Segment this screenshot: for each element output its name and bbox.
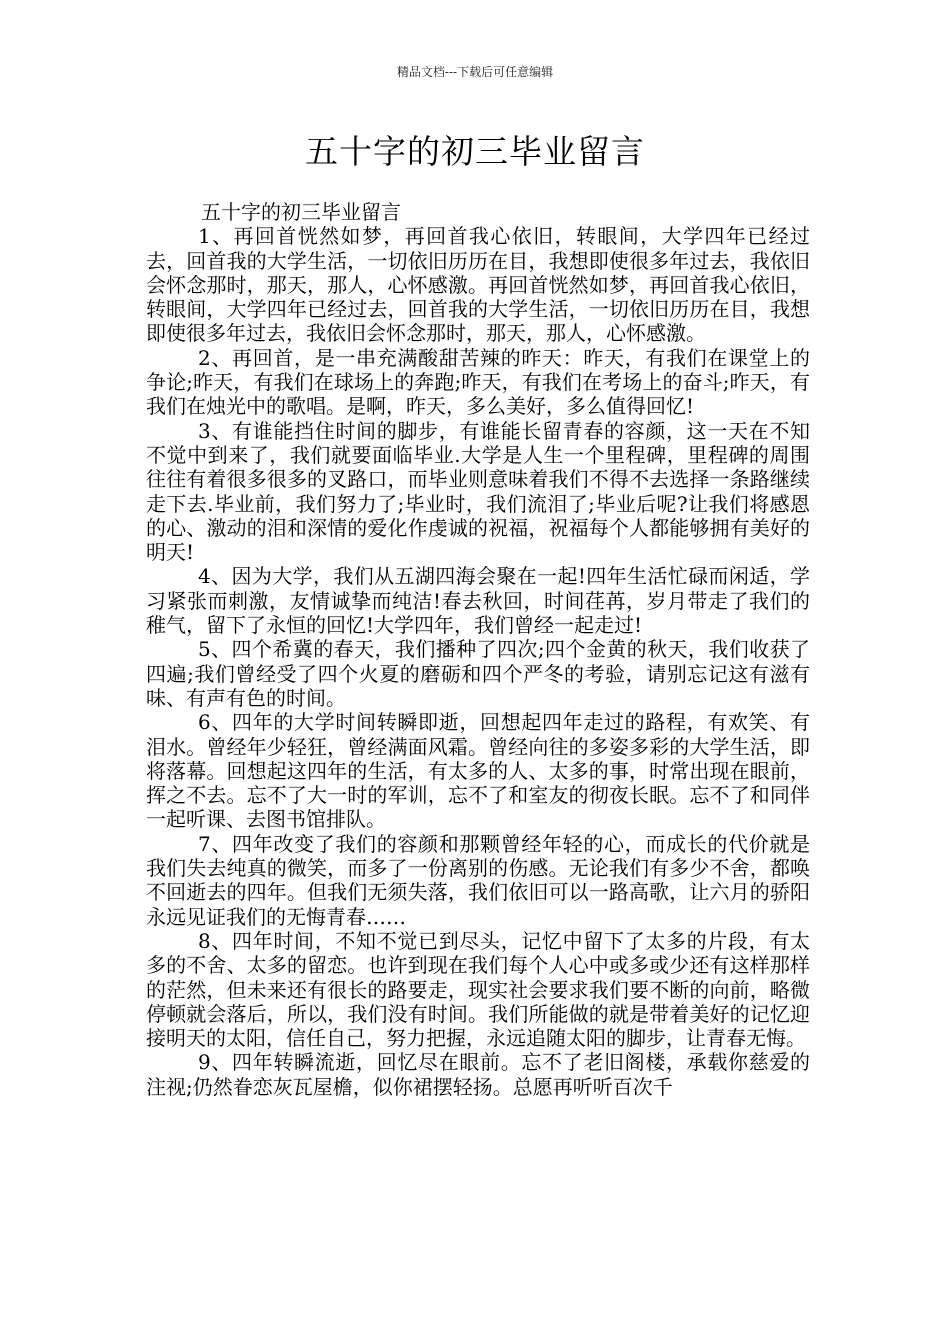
paragraph-8: 8、四年时间，不知不觉已到尽头，记忆中留下了太多的片段，有太多的不舍、太多的留恋。也许到现在我们每个人心中或多或少还有这样那样的茫然，但未来还有很长的路要走，现实社会要求我们要不断的向前，略微停顿就会落后，所以，我们没有时间。我们所能做的就是带着美好的记忆迎接明天的太阳，信任自己，努力把握，永远追随太阳的脚步，让青春无悔。 [146,928,810,1051]
paragraph-4: 4、因为大学，我们从五湖四海会聚在一起!四年生活忙碌而闲适，学习紧张而刺激，友情诚挚而纯洁!春去秋回，时间荏苒，岁月带走了我们的稚气，留下了永恒的回忆!大学四年，我们曾经一起走过! [146,564,810,638]
document-subtitle: 五十字的初三毕业留言 [201,200,401,224]
document-body [146,200,810,1099]
paragraph-5: 5、四个希冀的春天，我们播种了四次;四个金黄的秋天，我们收获了四遍;我们曾经受了四个火夏的磨砺和四个严冬的考验，请别忘记这有滋有味、有声有色的时间。 [146,637,810,710]
paragraph-7: 7、四年改变了我们的容颜和那颗曾经年轻的心，而成长的代价就是我们失去纯真的微笑，而多了一份离别的伤感。无论我们有多少不舍，都唤不回逝去的四年。但我们无须失落，我们依旧可以一路高歌，让六月的骄阳永远见证我们的无悔青春…… [146,831,810,929]
paragraph-3: 3、有谁能挡住时间的脚步，有谁能长留青春的容颜，这一天在不知不觉中到来了，我们就要面临毕业.大学是人生一个里程碑，里程碑的周围往往有着很多很多的叉路口，而毕业则意味着我们不得不去选择一条路继续走下去.毕业前，我们努力了;毕业时，我们流泪了;毕业后呢?让我们将感恩的心、激动的泪和深情的爱化作虔诚的祝福，祝福每个人都能够拥有美好的明天! [146,418,810,565]
paragraph-2: 2、再回首，是一串充满酸甜苦辣的昨天：昨天，有我们在课堂上的争论;昨天，有我们在球场上的奔跑;昨天，有我们在考场上的奋斗;昨天，有我们在烛光中的歌唱。是啊，昨天，多么美好，多么值得回忆! [146,345,810,419]
paragraph-6: 6、四年的大学时间转瞬即逝，回想起四年走过的路程，有欢笑、有泪水。曾经年少轻狂，曾经满面风霜。曾经向往的多姿多彩的大学生活，即将落幕。回想起这四年的生活，有太多的人、太多的事，时常出现在眼前，挥之不去。忘不了大一时的军训，忘不了和室友的彻夜长眠。忘不了和同伴一起听课、去图书馆排队。 [146,710,810,832]
paragraph-1: 1、再回首恍然如梦，再回首我心依旧，转眼间，大学四年已经过去，回首我的大学生活，一切依旧历历在目，我想即使很多年过去，我依旧会怀念那时，那天，那人，心怀感激。再回首恍然如梦，再回首我心依旧，转眼间，大学四年已经过去，回首我的大学生活，一切依旧历历在目，我想即使很多年过去，我依旧会怀念那时，那天，那人，心怀感激。 [146,224,810,346]
paragraph-9: 9、四年转瞬流逝，回忆尽在眼前。忘不了老旧阁楼，承载你慈爱的注视;仍然眷恋灰瓦屋檐，似你裙摆轻扬。总愿再听听百次千 [146,1050,810,1099]
page-header: 精品文档---下载后可任意编辑 [396,65,554,79]
document-title: 五十字的初三毕业留言 [305,132,645,171]
